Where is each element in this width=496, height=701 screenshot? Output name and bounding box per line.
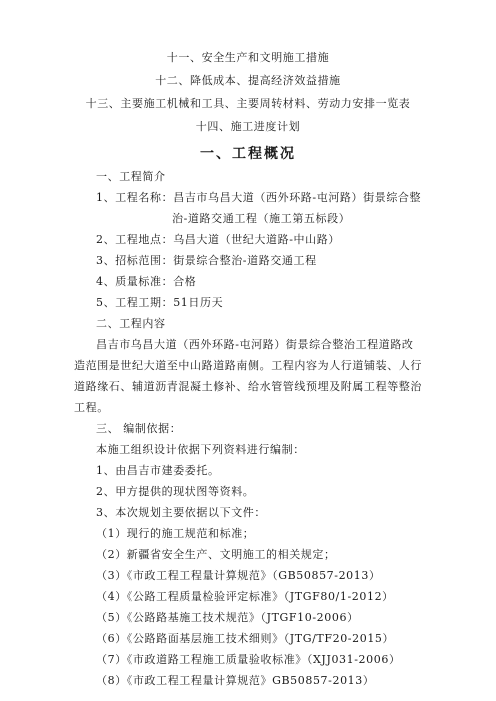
- bid-scope: 3、招标范围：街景综合整治-道路交通工程: [96, 254, 317, 267]
- basis-sub-3: （3）《市政工程工程量计算规范》（GB50857-2013）: [96, 569, 381, 582]
- basis-sub-7: （7）《市政道路工程施工质量验收标准》（XJJ031-2006）: [96, 653, 401, 666]
- toc-item-13: 十三、主要施工机械和工具、主要周转材料、劳动力安排一览表: [85, 97, 411, 110]
- basis-sub-4: （4）《公路工程质量检验评定标准》（JTGF80/1-2012）: [96, 590, 394, 603]
- basis-item-1: 1、由昌吉市建委委托。: [96, 464, 220, 477]
- toc-item-14: 十四、施工进度计划: [195, 120, 301, 133]
- project-location: 2、工程地点：乌昌大道（世纪大道路-中山路）: [96, 233, 340, 246]
- basis-sub-6: （6）《公路路面基层施工技术细则》（JTG/TF20-2015）: [96, 632, 395, 645]
- basis-item-3: 3、本次规划主要依据以下文件：: [96, 506, 266, 519]
- section-3-title: 三、 编制依据：: [96, 422, 182, 435]
- basis-intro: 本施工组织设计依据下列资料进行编制：: [96, 443, 305, 456]
- section-1-title: 一、工程简介: [96, 170, 166, 183]
- basis-item-2: 2、甲方提供的现状图等资料。: [96, 485, 255, 498]
- content-line-1: 昌吉市乌昌大道（西外环路-屯河路）街景综合整治工程道路改: [96, 338, 414, 351]
- section-2-title: 二、工程内容: [96, 317, 166, 330]
- toc-item-12: 十二、降低成本、提高经济效益措施: [155, 74, 341, 87]
- project-name-line-cont: 治-道路交通工程（施工第五标段）: [172, 212, 351, 225]
- quality-standard: 4、质量标准：合格: [96, 275, 197, 288]
- basis-sub-1: （1）现行的施工规范和标准；: [96, 527, 255, 540]
- content-line-3: 道路缘石、辅道沥青混凝土修补、给水管管线预埋及附属工程等整治: [74, 380, 422, 393]
- basis-sub-2: （2）新疆省安全生产、文明施工的相关规定；: [96, 548, 336, 561]
- content-line-2: 造范围是世纪大道至中山路道路南侧。工程内容为人行道铺装、人行: [74, 359, 422, 372]
- toc-item-11: 十一、安全生产和文明施工措施: [166, 51, 330, 64]
- basis-sub-5: （5）《公路路基施工技术规范》（JTGF10-2006）: [96, 611, 359, 624]
- basis-sub-8: （8）《市政工程工程量计算规范》GB50857-2013）: [96, 674, 375, 687]
- section-heading: 一、工程概况: [200, 146, 296, 162]
- project-duration: 5、工程工期：51日历天: [96, 296, 224, 309]
- project-name-line: 1、工程名称：昌吉市乌昌大道（西外环路-屯河路）街景综合整: [96, 191, 422, 204]
- content-line-4: 工程。: [74, 401, 109, 414]
